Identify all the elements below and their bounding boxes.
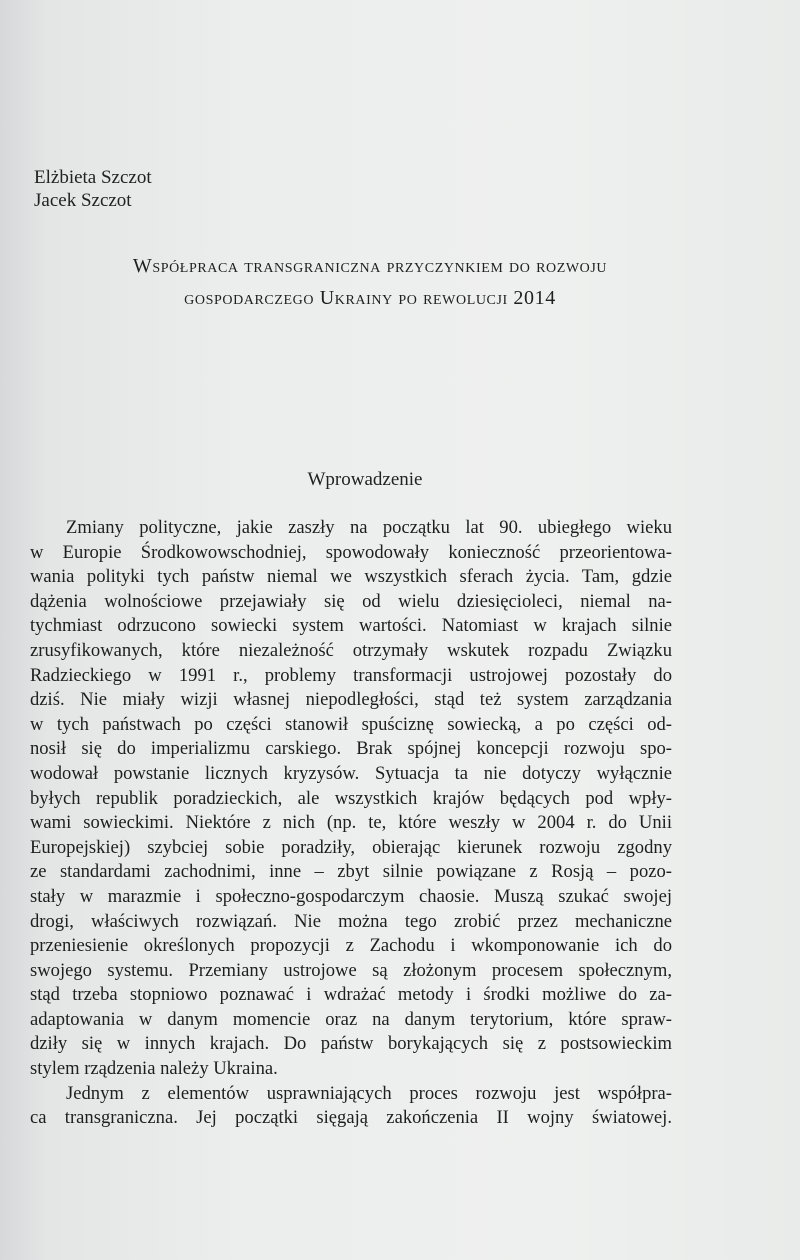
text-line: drogi, właściwych rozwiązań. Nie można tego zrobić przez mechaniczne [30, 910, 672, 932]
text-line: byłych republik poradzieckich, ale wszystkich krajów będących pod wpły- [30, 787, 672, 809]
text-line: Zmiany polityczne, jakie zaszły na początku lat 90. ubiegłego wieku [66, 517, 672, 538]
author-name: Elżbieta Szczot [34, 167, 152, 188]
text-line: Jednym z elementów usprawniających proces rozwoju jest współpra- [66, 1082, 672, 1104]
paragraph [30, 516, 672, 1082]
text-line: dziś. Nie miały wizji własnej niepodległości, stąd też system zarządzania [30, 689, 672, 711]
text-line: wami sowieckimi. Niektóre z nich (np. te, które weszły w 2004 r. do Unii [30, 812, 672, 834]
text-line: przeniesienie określonych propozycji z Zachodu i wkomponowanie ich do [30, 935, 672, 957]
text-line: tychmiast odrzucono sowiecki system wartości. Natomiast w krajach silnie [30, 615, 672, 637]
author-name: Jacek Szczot [34, 190, 132, 211]
text-line: zrusyfikowanych, które niezależność otrzymały wskutek rozpadu Związku [30, 639, 672, 661]
text-line: adaptowania w danym momencie oraz na danym terytorium, które spraw- [30, 1008, 672, 1030]
body-text [30, 516, 672, 1131]
text-line: swojego systemu. Przemiany ustrojowe są złożonym procesem społecznym, [30, 959, 672, 981]
authors [34, 166, 152, 212]
text-line: w tych państwach po części stanowił spuściznę sowiecką, a po części od- [30, 713, 672, 735]
text-line: Radzieckiego w 1991 r., problemy transformacji ustrojowej pozostały do [30, 664, 672, 686]
title-line: gospodarczego Ukrainy po rewolucji 2014 [184, 287, 556, 309]
chapter-title [30, 250, 710, 314]
text-line: nosił się do imperializmu carskiego. Brak spójnej koncepcji rozwoju spo- [30, 738, 672, 760]
section-heading: Wprowadzenie [307, 469, 423, 490]
text-line: stylem rządzenia należy Ukraina. [30, 1058, 278, 1080]
text-line: wania polityki tych państw niemal we wszystkich sferach życia. Tam, gdzie [30, 566, 672, 588]
text-line: stąd trzeba stopniowo poznawać i wdrażać metody i środki możliwe do za- [30, 984, 672, 1006]
text-line: w Europie Środkowowschodniej, spowodowały konieczność przeorientowa- [30, 541, 672, 563]
text-line: ca transgraniczna. Jej początki sięgają zakończenia II wojny światowej. [30, 1107, 672, 1129]
text-line: stały w marazmie i społeczno-gospodarczym chaosie. Muszą szukać swojej [30, 885, 672, 907]
text-line: wodował powstanie licznych kryzysów. Sytuacja ta nie dotyczy wyłącznie [30, 762, 672, 784]
text-line: ze standardami zachodnimi, inne – zbyt silnie powiązane z Rosją – pozo- [30, 861, 672, 883]
text-line: Europejskiej) szybciej sobie poradziły, obierając kierunek rozwoju zgodny [30, 836, 672, 858]
text-line: dążenia wolnościowe przejawiały się od wielu dziesięcioleci, niemal na- [30, 590, 672, 612]
paragraph [30, 1082, 672, 1131]
text-line: dziły się w innych krajach. Do państw borykających się z postsowieckim [30, 1033, 672, 1055]
title-line: Współpraca transgraniczna przyczynkiem do rozwoju [132, 255, 608, 277]
